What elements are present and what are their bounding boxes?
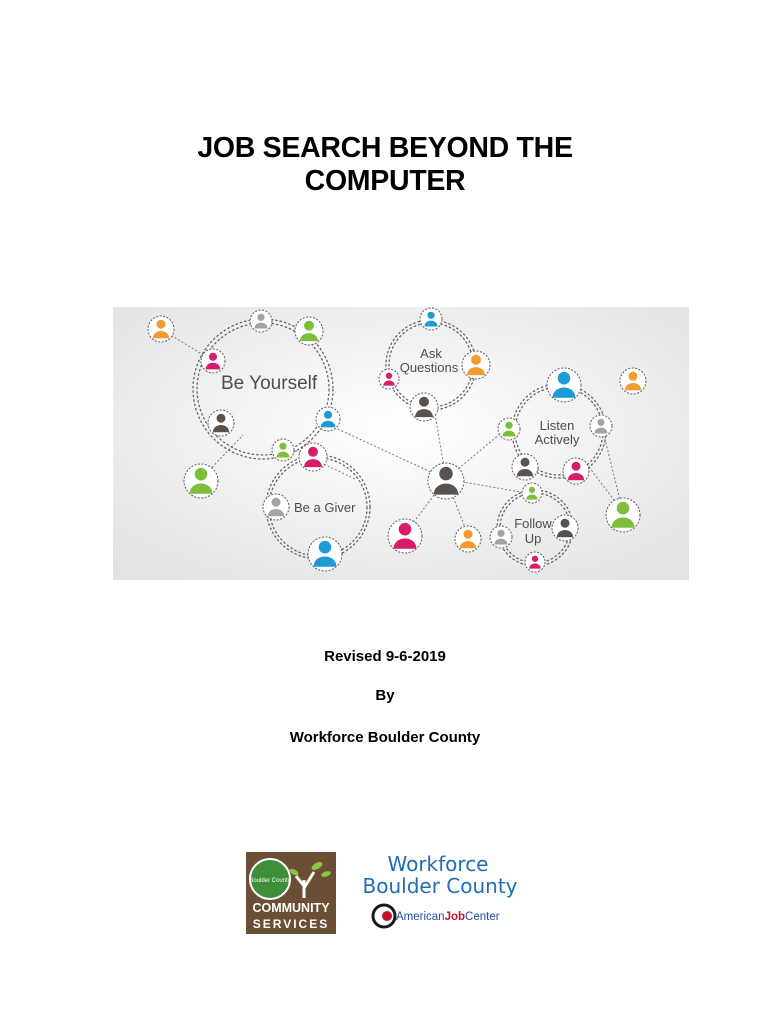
person-icon [420, 308, 442, 330]
services-text: SERVICES [252, 917, 330, 931]
ajc-job: Job [444, 911, 466, 923]
person-icon [308, 537, 342, 571]
person-icon [552, 515, 578, 541]
person-icon [606, 498, 640, 532]
community-services-logo [246, 852, 336, 934]
person-icon [272, 439, 294, 461]
person-icon [590, 415, 612, 437]
be-a-giver-label: Be a Giver [294, 500, 356, 515]
be-yourself-label: Be Yourself [221, 373, 318, 394]
person-icon [148, 316, 174, 342]
ajc-american: American [396, 911, 445, 923]
page-title [0, 132, 770, 198]
person-icon [522, 483, 542, 503]
person-icon [201, 349, 225, 373]
person-icon [299, 443, 327, 471]
person-icon [455, 526, 481, 552]
author: Workforce Boulder County [289, 729, 481, 746]
workforce-boulder-county-text: Boulder County [362, 874, 518, 898]
workforce-text: Workforce [387, 852, 489, 876]
person-icon [462, 351, 490, 379]
person-icon [388, 519, 422, 553]
title-line-2: COMPUTER [304, 165, 466, 197]
questions-label: Questions [399, 360, 459, 375]
actively-label: Actively [534, 432, 580, 447]
person-icon [263, 494, 289, 520]
community-text: COMMUNITY [252, 901, 330, 915]
person-icon [525, 552, 545, 572]
american-job-center-logo [373, 905, 500, 927]
person-icon [512, 454, 538, 480]
person-icon [547, 368, 581, 402]
person-icon [295, 317, 323, 345]
person-icon [208, 410, 234, 436]
seal-text: Boulder County [249, 878, 291, 884]
title-line-1: JOB SEARCH BEYOND THE [197, 132, 573, 164]
person-icon [428, 463, 464, 499]
person-icon [490, 526, 512, 548]
person-icon [563, 458, 589, 484]
revised-date: Revised 9-6-2019 [324, 648, 446, 665]
person-icon [620, 368, 646, 394]
person-icon [498, 418, 520, 440]
ajc-center: Center [465, 911, 500, 923]
person-icon [379, 369, 399, 389]
person-icon [250, 310, 272, 332]
by-line: By [375, 687, 395, 704]
person-icon [184, 464, 218, 498]
person-icon [316, 407, 340, 431]
person-icon [410, 393, 438, 421]
listen-label: Listen [539, 418, 575, 433]
follow-label: Follow [514, 516, 552, 531]
logos-area [244, 850, 544, 940]
up-label: Up [524, 531, 542, 546]
ask-label: Ask [420, 346, 442, 361]
networking-illustration [113, 307, 689, 580]
workforce-logo [363, 852, 518, 898]
ajc-text [396, 911, 500, 923]
